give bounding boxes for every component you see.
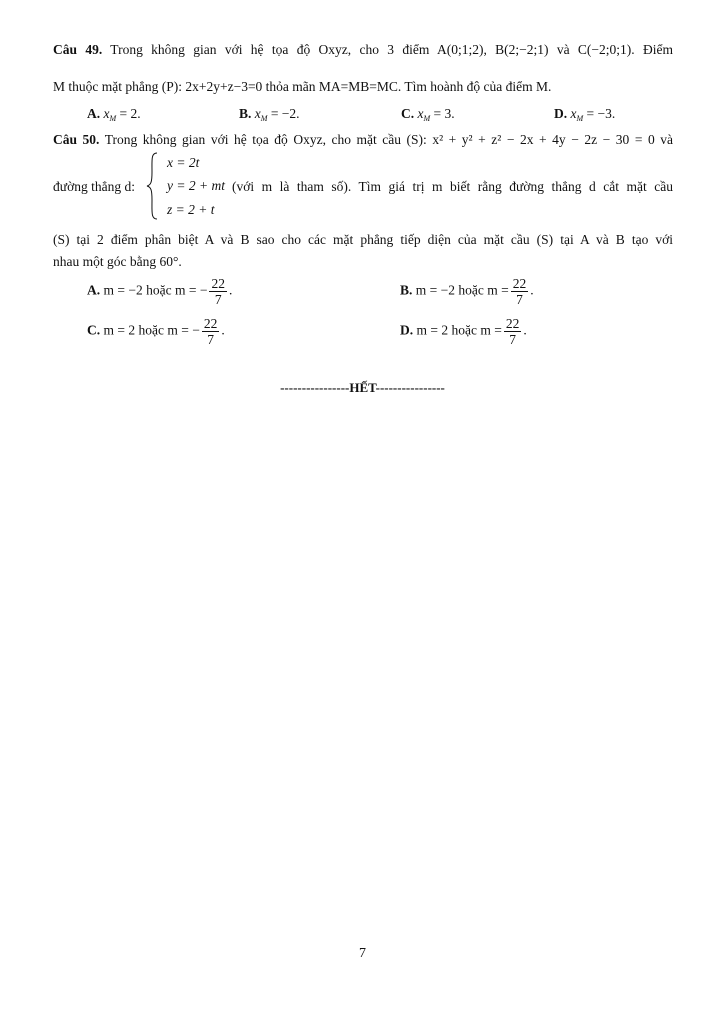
fraction-numerator: 22 <box>203 316 218 331</box>
q49-label: Câu 49. <box>53 42 103 57</box>
option-text: m = −2 hoặc m = − <box>103 282 208 298</box>
option-letter: A. <box>87 282 101 298</box>
option-letter: D. <box>400 322 414 338</box>
fraction-denominator: 7 <box>516 292 523 307</box>
q49-text-1: Trong không gian với hệ tọa độ Oxyz, cho 3 điểm A(0;1;2), B(2;−2;1) và C(−2;0;1). Điểm <box>102 42 673 57</box>
q50-option-c: C. m = 2 hoặc m = − $\frac{22}{7}$ . <box>87 316 225 347</box>
option-letter: B. <box>239 106 252 121</box>
option-value: = 3. <box>433 106 455 121</box>
q50-line-2-post: (với m là tham số). Tìm giá trị m biết rằng đường thẳng d cắt mặt cầu <box>232 179 673 194</box>
option-text: m = 2 hoặc m = <box>416 322 502 338</box>
option-text: m = 2 hoặc m = − <box>103 322 200 338</box>
line-d-system <box>145 148 245 222</box>
system-row-z: z = 2 + t <box>167 202 215 217</box>
q49-option-b: B. $x_M = -2$. <box>239 106 300 123</box>
fraction-denominator: 7 <box>509 332 516 347</box>
option-value: = −2. <box>270 106 300 121</box>
system-row-y: y = 2 + mt <box>167 178 225 193</box>
option-value: = 2. <box>119 106 141 121</box>
q49-option-a: A. $x_M = 2$. <box>87 106 141 123</box>
fraction-numerator: 22 <box>512 276 527 291</box>
q50-text-1: Trong không gian với hệ tọa độ Oxyz, cho mặt cầu (S): x² + y² + z² − 2x + 4y − 2z − 30 = 0 và <box>99 132 673 147</box>
option-value: = −3. <box>586 106 616 121</box>
option-text: m = −2 hoặc m = <box>415 282 509 298</box>
option-letter: D. <box>554 106 568 121</box>
q49-line-1 <box>53 40 673 60</box>
fraction <box>511 276 529 307</box>
q50-option-a: A. m = −2 hoặc m = − $\frac{22}{7}$ . <box>87 276 233 307</box>
option-letter: B. <box>400 282 413 298</box>
fraction <box>202 316 220 347</box>
left-brace-icon <box>145 152 159 220</box>
system-row-x: x = 2t <box>167 155 200 170</box>
q49-line-2: M thuộc mặt phẳng (P): 2x+2y+z−3=0 thỏa mãn MA=MB=MC. Tìm hoành độ của điểm M. <box>53 79 552 94</box>
page-number: 7 <box>359 946 366 961</box>
fraction-denominator: 7 <box>214 292 222 307</box>
option-letter: A. <box>87 106 101 121</box>
q50-line-3: (S) tại 2 điểm phân biệt A và B sao cho các mặt phẳng tiếp diện của mặt cầu (S) tại A và B tạo với <box>53 232 673 247</box>
q50-line-1 <box>53 130 673 150</box>
q50-option-b: B. m = −2 hoặc m = $\frac{22}{7}$ . <box>400 276 534 307</box>
option-letter: C. <box>87 322 101 338</box>
option-letter: C. <box>401 106 415 121</box>
q49-option-d: D. $x_M = -3$. <box>554 106 616 123</box>
fraction <box>504 316 522 347</box>
end-marker: ----------------HẾT---------------- <box>280 380 445 395</box>
fraction-numerator: 22 <box>505 316 520 331</box>
q50-line-4: nhau một góc bằng 60°. <box>53 254 182 269</box>
fraction <box>209 276 227 307</box>
fraction-denominator: 7 <box>207 332 214 347</box>
q50-line-2-pre: đường thẳng d: <box>53 179 135 194</box>
fraction-numerator: 22 <box>211 276 225 291</box>
q49-option-c: C. $x_M = 3$. <box>401 106 455 123</box>
q50-option-d: D. m = 2 hoặc m = $\frac{22}{7}$ . <box>400 316 527 347</box>
q50-label: Câu 50. <box>53 132 100 147</box>
